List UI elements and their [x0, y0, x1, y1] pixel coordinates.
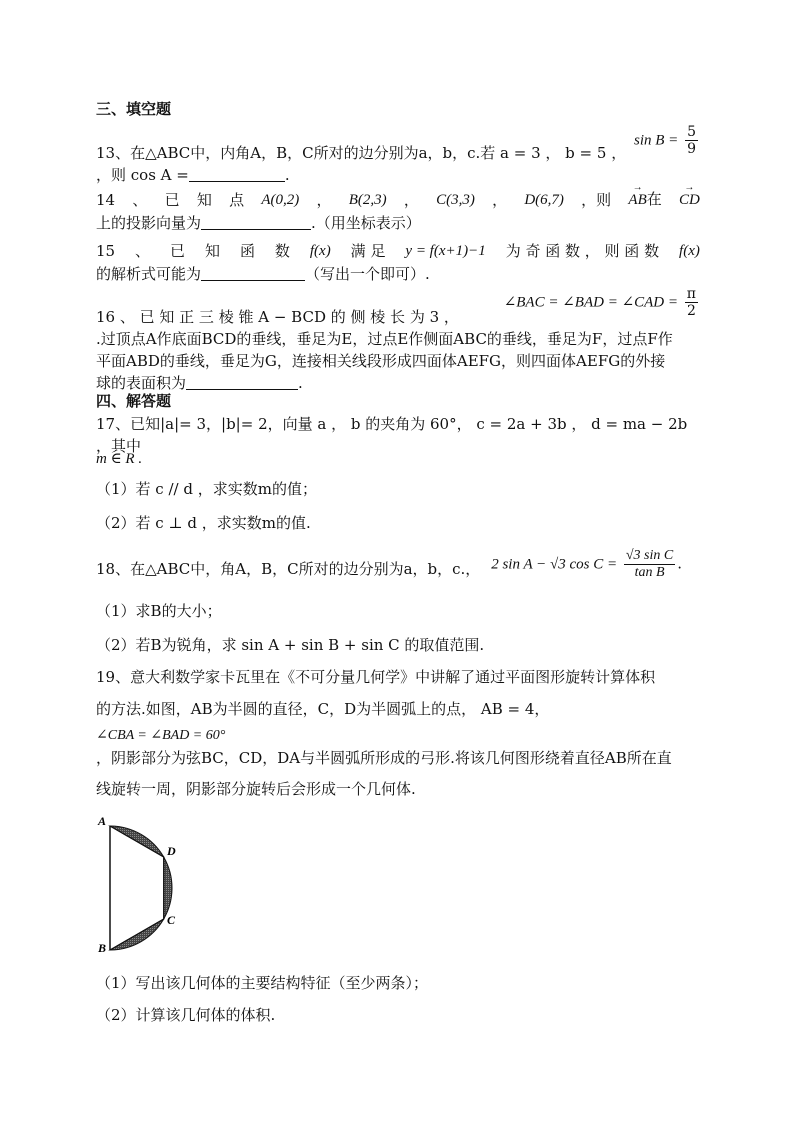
q18-fraction — [624, 548, 675, 581]
question-19-line5: 线旋转一周，阴影部分旋转后会形成一个几何体. — [96, 780, 416, 798]
question-16-line2: .过顶点A作底面BCD的垂线，垂足为E，过点E作侧面ABC的垂线，垂足为F，过点F作 — [96, 330, 673, 348]
q16-frac-den: 2 — [686, 303, 696, 319]
q18-eq-end: . — [677, 554, 682, 573]
q14-vector-ab: → AB — [628, 189, 646, 211]
section-title-fill-in: 三、填空题 — [96, 100, 172, 118]
q18-eq-lhs: 2 sin A − √3 cos C = — [491, 556, 618, 573]
question-17-line2: m ∈ R . — [96, 451, 143, 467]
q15-number: 15 — [96, 242, 116, 260]
question-19-line2: 的方法.如图，AB为半圆的直径，C，D为半圆弧上的点， AB = 4， — [96, 700, 550, 718]
q15-fx2: f(x) — [679, 243, 700, 259]
question-18-line1: 18、在△ABC中，角A，B，C所对的边分别为a，b，c.， — [96, 560, 481, 578]
q16-line4-post: . — [298, 374, 303, 392]
q16-fraction — [685, 286, 698, 319]
q15-char: 函 — [239, 242, 255, 260]
q18-frac-den: tan B — [634, 565, 665, 580]
question-17-part2: （2）若 c ⊥ d ，求实数m的值. — [96, 514, 311, 532]
q15-char: 、 — [135, 242, 151, 260]
q14-char: 点 — [229, 191, 245, 209]
question-19-line4: ，阴影部分为弦BC，CD，DA与半圆弧所形成的弓形.将该几何图形绕着直径AB所在直 — [96, 749, 672, 767]
label-c: C — [167, 913, 176, 927]
question-18-part2: （2）若B为锐角，求 sin A + sin B + sin C 的取值范围. — [96, 636, 485, 654]
question-13-line1 — [96, 142, 700, 164]
q13-frac-den: 9 — [687, 141, 696, 157]
q13-number: 13、 — [96, 144, 131, 162]
q14-point-b: B(2,3) — [348, 192, 387, 208]
chords — [110, 826, 164, 950]
question-19-part1: （1）写出该几何体的主要结构特征（至少两条）； — [96, 974, 429, 992]
q14-char: 已 — [164, 191, 180, 209]
q15-fx: f(x) — [309, 243, 331, 259]
question-16-line3: 平面ABD的垂线，垂足为G，连接相关线段形成四面体AEFG，则四面体AEFG的外接 — [96, 352, 666, 370]
question-16-line1: 16 、 已 知 正 三 棱 锥 A − BCD 的 侧 棱 长 为 3 ， — [96, 308, 459, 326]
q15-equation: y = f(x+1)−1 — [405, 243, 486, 259]
q13-frac-num: 5 — [687, 124, 696, 140]
q16-eq-lhs: ∠BAC = ∠BAD = ∠CAD = — [503, 294, 679, 311]
question-17-part1: （1）若 c // d ，求实数m的值； — [96, 480, 317, 498]
q14-then: ，则 — [581, 191, 612, 209]
q13-text: 在△ABC中，内角A，B，C所对的边分别为a，b，c.若 a = 3 ， b = 5 ， — [130, 144, 627, 162]
q14-point-d: D(6,7) — [524, 192, 564, 208]
question-19-part2: （2）计算该几何体的体积. — [96, 1006, 276, 1024]
q14-char: 知 — [196, 191, 212, 209]
question-14-line2 — [96, 212, 700, 234]
q14-answer-blank[interactable] — [201, 213, 311, 230]
q18-equation — [491, 548, 682, 581]
q15-satisfy: 满 足 — [350, 242, 386, 260]
q15-rest: 为 奇 函 数 ， 则 函 数 — [505, 242, 660, 260]
q15-char: 已 — [170, 242, 186, 260]
label-b: B — [98, 941, 107, 952]
segment-dc — [164, 857, 172, 919]
question-17-line1: 17、已知|a|= 3，|b|= 2，向量 a ， b 的夹角为 60°， c = 2a + 3b ， d = ma − 2b ，其中 — [96, 415, 688, 455]
q14-number: 14 — [96, 191, 116, 209]
question-15-line1 — [96, 240, 700, 262]
q13-eq-lhs: sin B = — [634, 132, 679, 149]
q14-point-c: C(3,3) — [436, 192, 475, 208]
question-14-line1: 14 、 已 知 点 A(0,2) ， B(2,3) ， C(3,3) ， D(6,7) ，则 → AB在 → CD — [96, 188, 700, 211]
q13-line2-pre: ，则 cos A = — [96, 166, 189, 184]
question-19-line1: 19、意大利数学家卡瓦里在《不可分量几何学》中讲解了通过平面图形旋转计算体积 — [96, 668, 656, 686]
question-18-part1: （1）求B的大小； — [96, 602, 222, 620]
question-19-line3: ∠CBA = ∠BAD = 60° — [96, 728, 226, 743]
q16-line4-pre: 球的表面积为 — [96, 374, 187, 392]
label-d: D — [167, 844, 176, 858]
q15-answer-blank[interactable] — [201, 264, 305, 281]
q14-char: 、 — [132, 191, 148, 209]
label-a: A — [98, 814, 107, 828]
q14-point-a: A(0,2) — [261, 192, 300, 208]
q15-line2-post: （写出一个即可）. — [305, 265, 430, 283]
question-15-line2 — [96, 263, 700, 285]
q13-equation — [634, 124, 700, 157]
q15-line2-pre: 的解析式可能为 — [96, 265, 202, 283]
q14-vector-cd: → CD — [679, 189, 700, 211]
q13-fraction — [685, 124, 698, 157]
q14-in: 在 — [646, 190, 662, 208]
question-13-line2 — [96, 164, 700, 186]
section-title-solutions: 四、解答题 — [96, 392, 172, 410]
q16-equation — [504, 286, 700, 319]
semicircle-figure — [92, 812, 192, 952]
q16-frac-num: π — [686, 286, 696, 302]
q18-frac-num: √3 sin C — [625, 548, 674, 563]
q16-answer-blank[interactable] — [186, 373, 298, 390]
q13-answer-blank[interactable] — [189, 165, 285, 182]
q13-line2-post: . — [284, 166, 290, 184]
q14-line2-post: .（用坐标表示） — [311, 214, 421, 232]
q15-char: 知 — [204, 242, 220, 260]
q14-line2-pre: 上的投影向量为 — [96, 214, 202, 232]
q15-char: 数 — [274, 242, 290, 260]
